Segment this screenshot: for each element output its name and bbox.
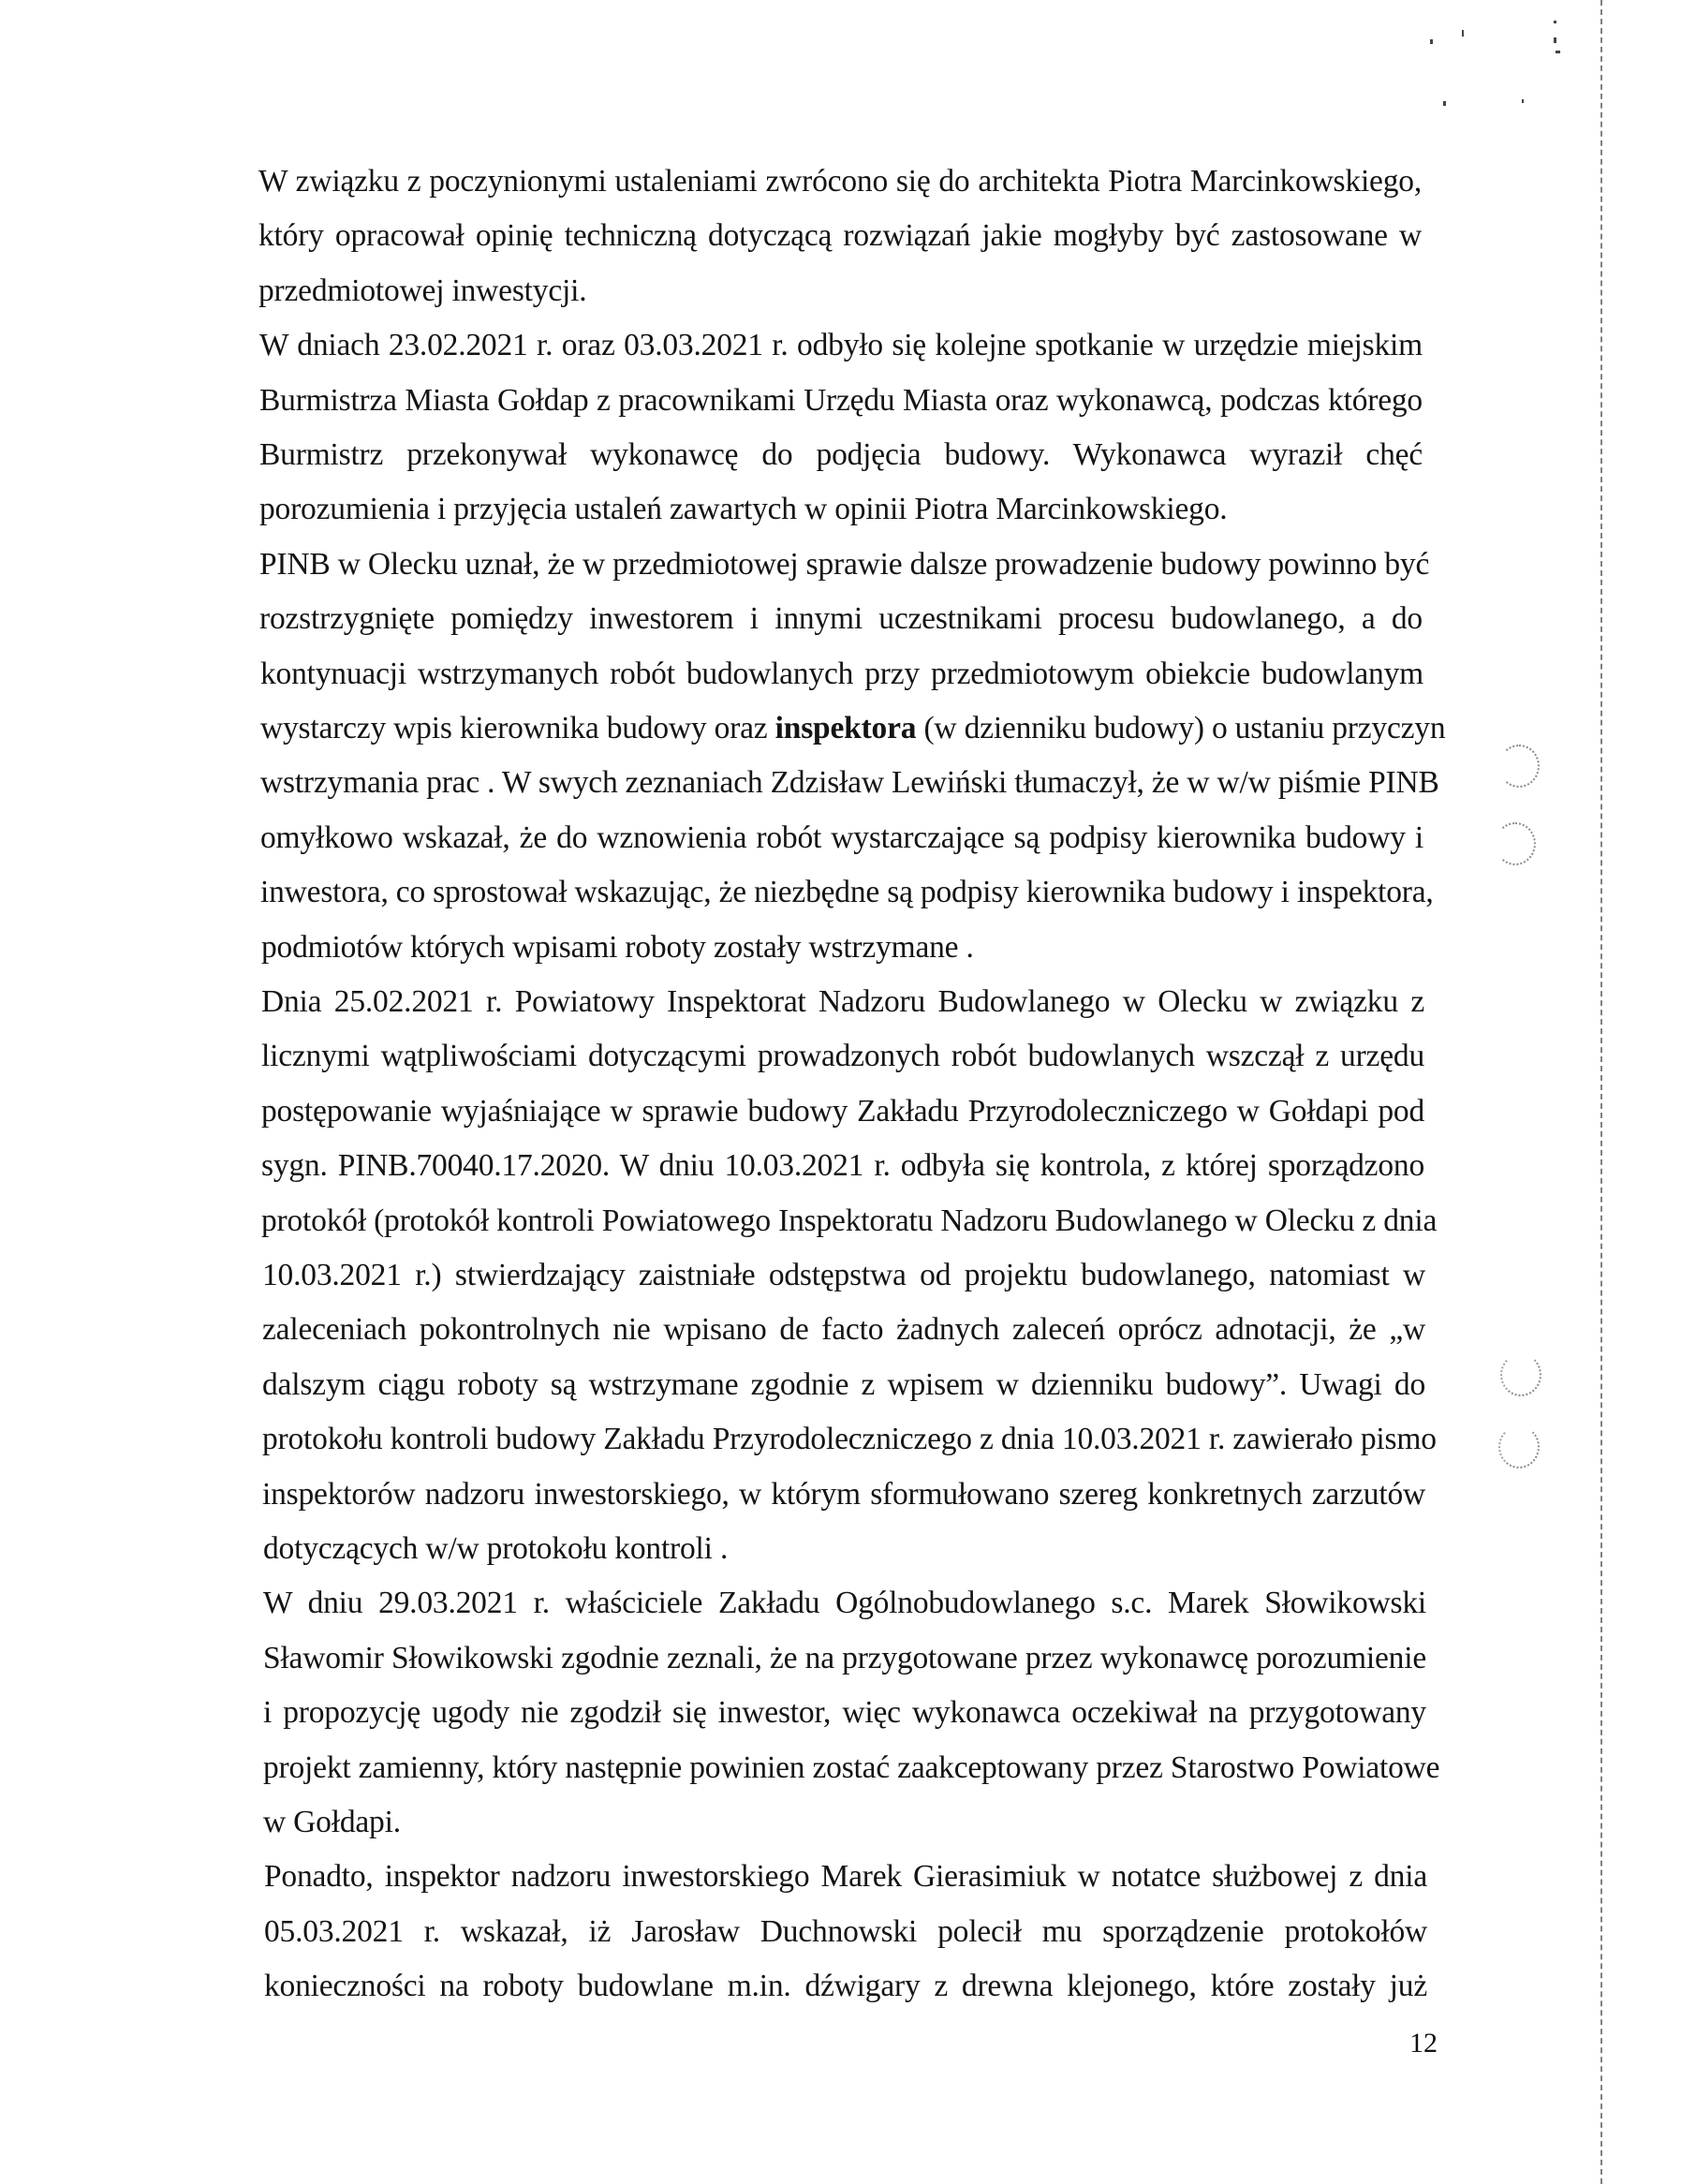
scan-speck: [1522, 99, 1524, 103]
scan-speck: [1462, 30, 1464, 37]
punch-hole-icon: [1500, 1353, 1541, 1396]
page-number: 12: [1409, 2028, 1438, 2059]
scan-speck: [1556, 51, 1560, 53]
text-line: porozumienia i przyjęcia ustaleń zawartych w opinii Piotra Marcinkowskiego.: [259, 492, 1228, 526]
text-line: 10.03.2021 r.) stwierdzający zaistniałe odstępstwa od projektu budowlanego, natomiast w: [262, 1258, 1425, 1292]
text-line: PINB w Olecku uznał, że w przedmiotowej sprawie dalsze prowadzenie budowy powinno być: [259, 547, 1430, 582]
text-line: dalszym ciągu roboty są wstrzymane zgodnie z wpisem w dzienniku budowy”. Uwagi do: [262, 1367, 1425, 1402]
text-line: postępowanie wyjaśniające w sprawie budowy Zakładu Przyrodoleczniczego w Gołdapi pod: [261, 1094, 1424, 1129]
text-line: W dniu 29.03.2021 r. właściciele Zakładu Ogólnobudowlanego s.c. Marek Słowikowski: [263, 1586, 1426, 1620]
text-line: Burmistrza Miasta Gołdap z pracownikami Urzędu Miasta oraz wykonawcą, podczas którego: [259, 383, 1423, 418]
text-line: wstrzymania prac . W swych zeznaniach Zdzisław Lewiński tłumaczył, że w w/w piśmie PINB: [260, 765, 1439, 800]
scan-speck: [1430, 39, 1433, 44]
text-line: projekt zamienny, który następnie powinien zostać zaakceptowany przez Starostwo Powiatowe: [263, 1750, 1440, 1785]
text-line: Sławomir Słowikowski zgodnie zeznali, że na przygotowane przez wykonawcę porozumienie: [263, 1641, 1426, 1675]
text-line: przedmiotowej inwestycji.: [258, 273, 587, 308]
text-line: sygn. PINB.70040.17.2020. W dniu 10.03.2021 r. odbyła się kontrola, z której sporządzono: [261, 1148, 1424, 1183]
text-line: protokół (protokół kontroli Powiatowego Inspektoratu Nadzoru Budowlanego w Olecku z dnia: [261, 1203, 1438, 1238]
text-line: Burmistrz przekonywał wykonawcę do podjęcia budowy. Wykonawca wyraził chęć: [259, 437, 1423, 472]
text-line: zaleceniach pokontrolnych nie wpisano de facto żadnych zaleceń oprócz adnotacji, że „w: [262, 1312, 1425, 1347]
text-line: W związku z poczynionymi ustaleniami zwrócono się do architekta Piotra Marcinkowskiego,: [258, 164, 1422, 199]
punch-hole-icon: [1498, 1425, 1540, 1468]
text-line: w Gołdapi.: [263, 1805, 401, 1839]
scan-border-line: [1600, 0, 1602, 2184]
punch-hole-icon: [1495, 822, 1536, 865]
text-line: [260, 708, 1446, 749]
text-segment: wystarczy wpis kierownika budowy oraz: [260, 711, 775, 745]
text-line: dotyczących w/w protokołu kontroli .: [263, 1531, 729, 1566]
text-line: omyłkowo wskazał, że do wznowienia robót wystarczające są podpisy kierownika budowy i: [260, 820, 1423, 855]
text-line: protokołu kontroli budowy Zakładu Przyrodoleczniczego z dnia 10.03.2021 r. zawierało pismo: [262, 1422, 1437, 1456]
bold-text-segment: inspektora: [774, 711, 917, 745]
text-line: W dniach 23.02.2021 r. oraz 03.03.2021 r. odbyło się kolejne spotkanie w urzędzie miejskim: [259, 328, 1423, 362]
scan-speck: [1554, 37, 1556, 43]
text-line: inspektorów nadzoru inwestorskiego, w którym sformułowano szereg konkretnych zarzutów: [262, 1477, 1425, 1512]
text-line: podmiotów których wpisami roboty zostały wstrzymane .: [261, 930, 974, 965]
scan-speck: [1554, 21, 1556, 23]
text-line: rozstrzygnięte pomiędzy inwestorem i innymi uczestnikami procesu budowlanego, a do: [259, 601, 1423, 636]
text-line: Ponadto, inspektor nadzoru inwestorskiego Marek Gierasimiuk w notatce służbowej z dnia: [264, 1859, 1427, 1894]
text-segment: (w dzienniku budowy) o ustaniu przyczyn: [916, 711, 1446, 745]
scan-speck: [1443, 101, 1446, 106]
text-line: konieczności na roboty budowlane m.in. dźwigary z drewna klejonego, które zostały już: [264, 1969, 1427, 2003]
text-line: kontynuacji wstrzymanych robót budowlanych przy przedmiotowym obiekcie budowlanym: [260, 657, 1423, 691]
text-line: Dnia 25.02.2021 r. Powiatowy Inspektorat Nadzoru Budowlanego w Olecku w związku z: [261, 984, 1424, 1019]
punch-hole-icon: [1498, 745, 1540, 788]
text-line: 05.03.2021 r. wskazał, iż Jarosław Duchnowski polecił mu sporządzenie protokołów: [264, 1914, 1427, 1949]
text-line: i propozycję ugody nie zgodził się inwestor, więc wykonawca oczekiwał na przygotowany: [263, 1695, 1426, 1730]
text-line: inwestora, co sprostował wskazując, że niezbędne są podpisy kierownika budowy i inspektora,: [260, 875, 1434, 909]
text-line: licznymi wątpliwościami dotyczącymi prowadzonych robót budowlanych wszczął z urzędu: [261, 1039, 1424, 1073]
text-line: który opracował opinię techniczną dotyczącą rozwiązań jakie mogłyby być zastosowane w: [258, 218, 1422, 253]
